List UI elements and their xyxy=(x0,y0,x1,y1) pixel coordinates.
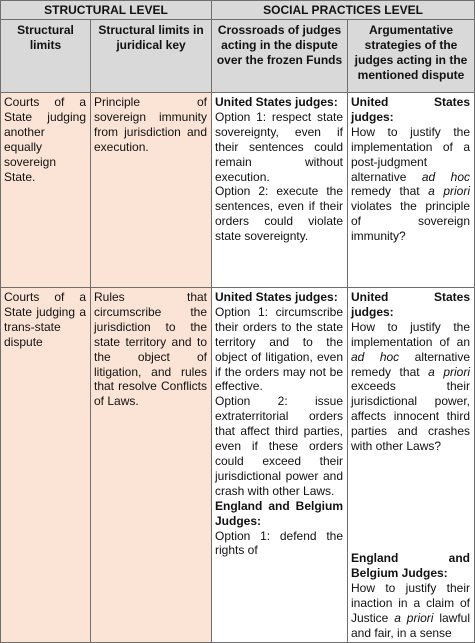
us-judges-label: United States judges: xyxy=(215,290,338,304)
strategy-text xyxy=(351,581,470,641)
col-header-argumentative-strategies: Argumentative strategies of the judges acting in the mentioned dispute xyxy=(348,20,475,93)
strategy-text-part: lawful and fair, in a sense xyxy=(351,610,471,640)
col-header-crossroads: Crossroads of judges acting in the dispute over the frozen Funds xyxy=(212,20,348,93)
strategy-text-part: violates the principle of sovereign immunity? xyxy=(351,199,471,244)
strategy-emphasis: ad hoc xyxy=(351,349,400,364)
structural-level-header: STRUCTURAL LEVEL xyxy=(1,1,212,20)
option-1b-text: Option 1: defend the rights of xyxy=(215,528,343,558)
strategy-emphasis: a priori xyxy=(428,184,471,199)
level-header-row xyxy=(1,1,475,20)
strategy-text-part: alternative remedy that xyxy=(351,349,471,379)
crossroads-cell xyxy=(212,288,348,643)
structural-limit-cell: Courts of a State judging a trans-state dispute xyxy=(1,288,91,643)
strategy-emphasis: a priori xyxy=(428,364,471,379)
us-judges-label: United States judges: xyxy=(351,95,471,124)
crossroads-cell xyxy=(212,93,348,288)
juridical-key-cell: Rules that circumscribe the jurisdiction to the state territory and to the object of litigation, and rules that resolve Conflicts of Laws. xyxy=(91,288,212,643)
col-header-juridical-key: Structural limits in juridical key xyxy=(91,20,212,93)
table-row xyxy=(1,93,475,288)
strategy-text-part: How to justify their inaction in a claim of Justice xyxy=(351,580,471,625)
juridical-key-cell: Principle of sovereign immunity from jurisdiction and execution. xyxy=(91,93,212,288)
option-2-text: Option 2: issue extraterritorial orders that affect third parties, even if these orders could exceed their jurisdictional power and crash with other Laws. xyxy=(215,394,343,498)
social-practices-level-header: SOCIAL PRACTICES LEVEL xyxy=(212,1,475,20)
strategy-text-part: remedy that xyxy=(351,184,429,199)
england-belgium-judges-label: England and Belgium Judges: xyxy=(351,550,471,580)
spacer xyxy=(351,454,470,551)
strategies-cell xyxy=(348,93,475,288)
option-1-text: Option 1: respect state sovereignty, even if their sentences could remain without execution. xyxy=(215,109,343,184)
strategy-text-part: exceeds their jurisdictional power, affects innocent third parties and crashes with other Laws? xyxy=(351,379,471,454)
us-judges-label: United States judges: xyxy=(215,95,338,109)
strategy-emphasis: a priori xyxy=(394,610,434,625)
table-row xyxy=(1,288,475,643)
strategy-text-part: How to justify the implementation of a post-judgment alternative xyxy=(351,124,471,184)
strategy-text xyxy=(351,125,470,244)
option-1-text: Option 1: circumscribe their orders to the state territory and to the object of litigation, even if the orders may not be effective. xyxy=(215,304,343,394)
col-header-structural-limits: Structural limits xyxy=(1,20,91,93)
strategy-emphasis: ad hoc xyxy=(421,169,471,184)
structural-limit-cell: Courts of a State judging another equally sovereign State. xyxy=(1,93,91,288)
strategy-text-part: How to justify the implementation of an xyxy=(351,319,471,349)
strategy-text xyxy=(351,320,470,454)
us-judges-label: United States judges: xyxy=(351,290,471,319)
column-header-row xyxy=(1,20,475,93)
england-belgium-judges-label: England and Belgium Judges: xyxy=(215,498,343,528)
strategies-cell xyxy=(348,288,475,643)
option-2-text: Option 2: execute the sentences, even if their orders could violate state sovereignty. xyxy=(215,184,343,244)
